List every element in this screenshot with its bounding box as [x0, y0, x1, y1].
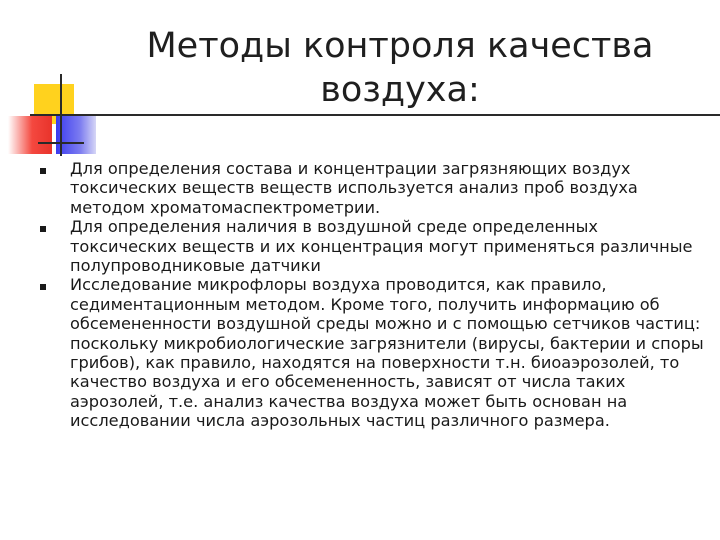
decorative-short-rule — [38, 142, 84, 144]
decorative-horizontal-rule — [30, 114, 720, 116]
decorative-blue-block — [56, 116, 96, 154]
bullet-item-microflora — [36, 275, 708, 430]
bullet-item-chromatography — [36, 159, 708, 217]
bullet-text: Исследование микрофлоры воздуха проводится, как правило, седиментационным методом. Кроме того, получить информацию об обсемененности воздушной среды можно и с помощью сетчиков частиц: поскольку микробиологические загрязнители (вирусы, бактерии и споры грибов), как правило, находятся на поверхности т.н. биоаэрозолей, то качество воздуха и его обсемененность, зависят от числа таких аэрозолей, т.е. анализ качества воздуха может быть основан на исследовании числа аэрозольных частиц различного размера. — [70, 275, 704, 431]
decorative-red-block — [8, 116, 52, 154]
slide-title-line-2: воздуха: — [320, 70, 480, 110]
bullet-text: Для определения наличия в воздушной среде определенных токсических веществ и их концентрация могут применяться различные полупроводниковые датчики — [70, 217, 693, 276]
square-bullet-icon — [40, 284, 46, 290]
bullet-item-sensors — [36, 217, 708, 275]
square-bullet-icon — [40, 168, 46, 174]
bullet-list — [36, 159, 708, 431]
bullet-text: Для определения состава и концентрации загрязняющих воздух токсических веществ веществ используется анализ проб воздуха методом хроматомаспектрометрии. — [70, 159, 638, 217]
slide-title — [100, 24, 700, 112]
slide-title-line-1: Методы контроля качества — [146, 26, 654, 66]
square-bullet-icon — [40, 226, 46, 232]
